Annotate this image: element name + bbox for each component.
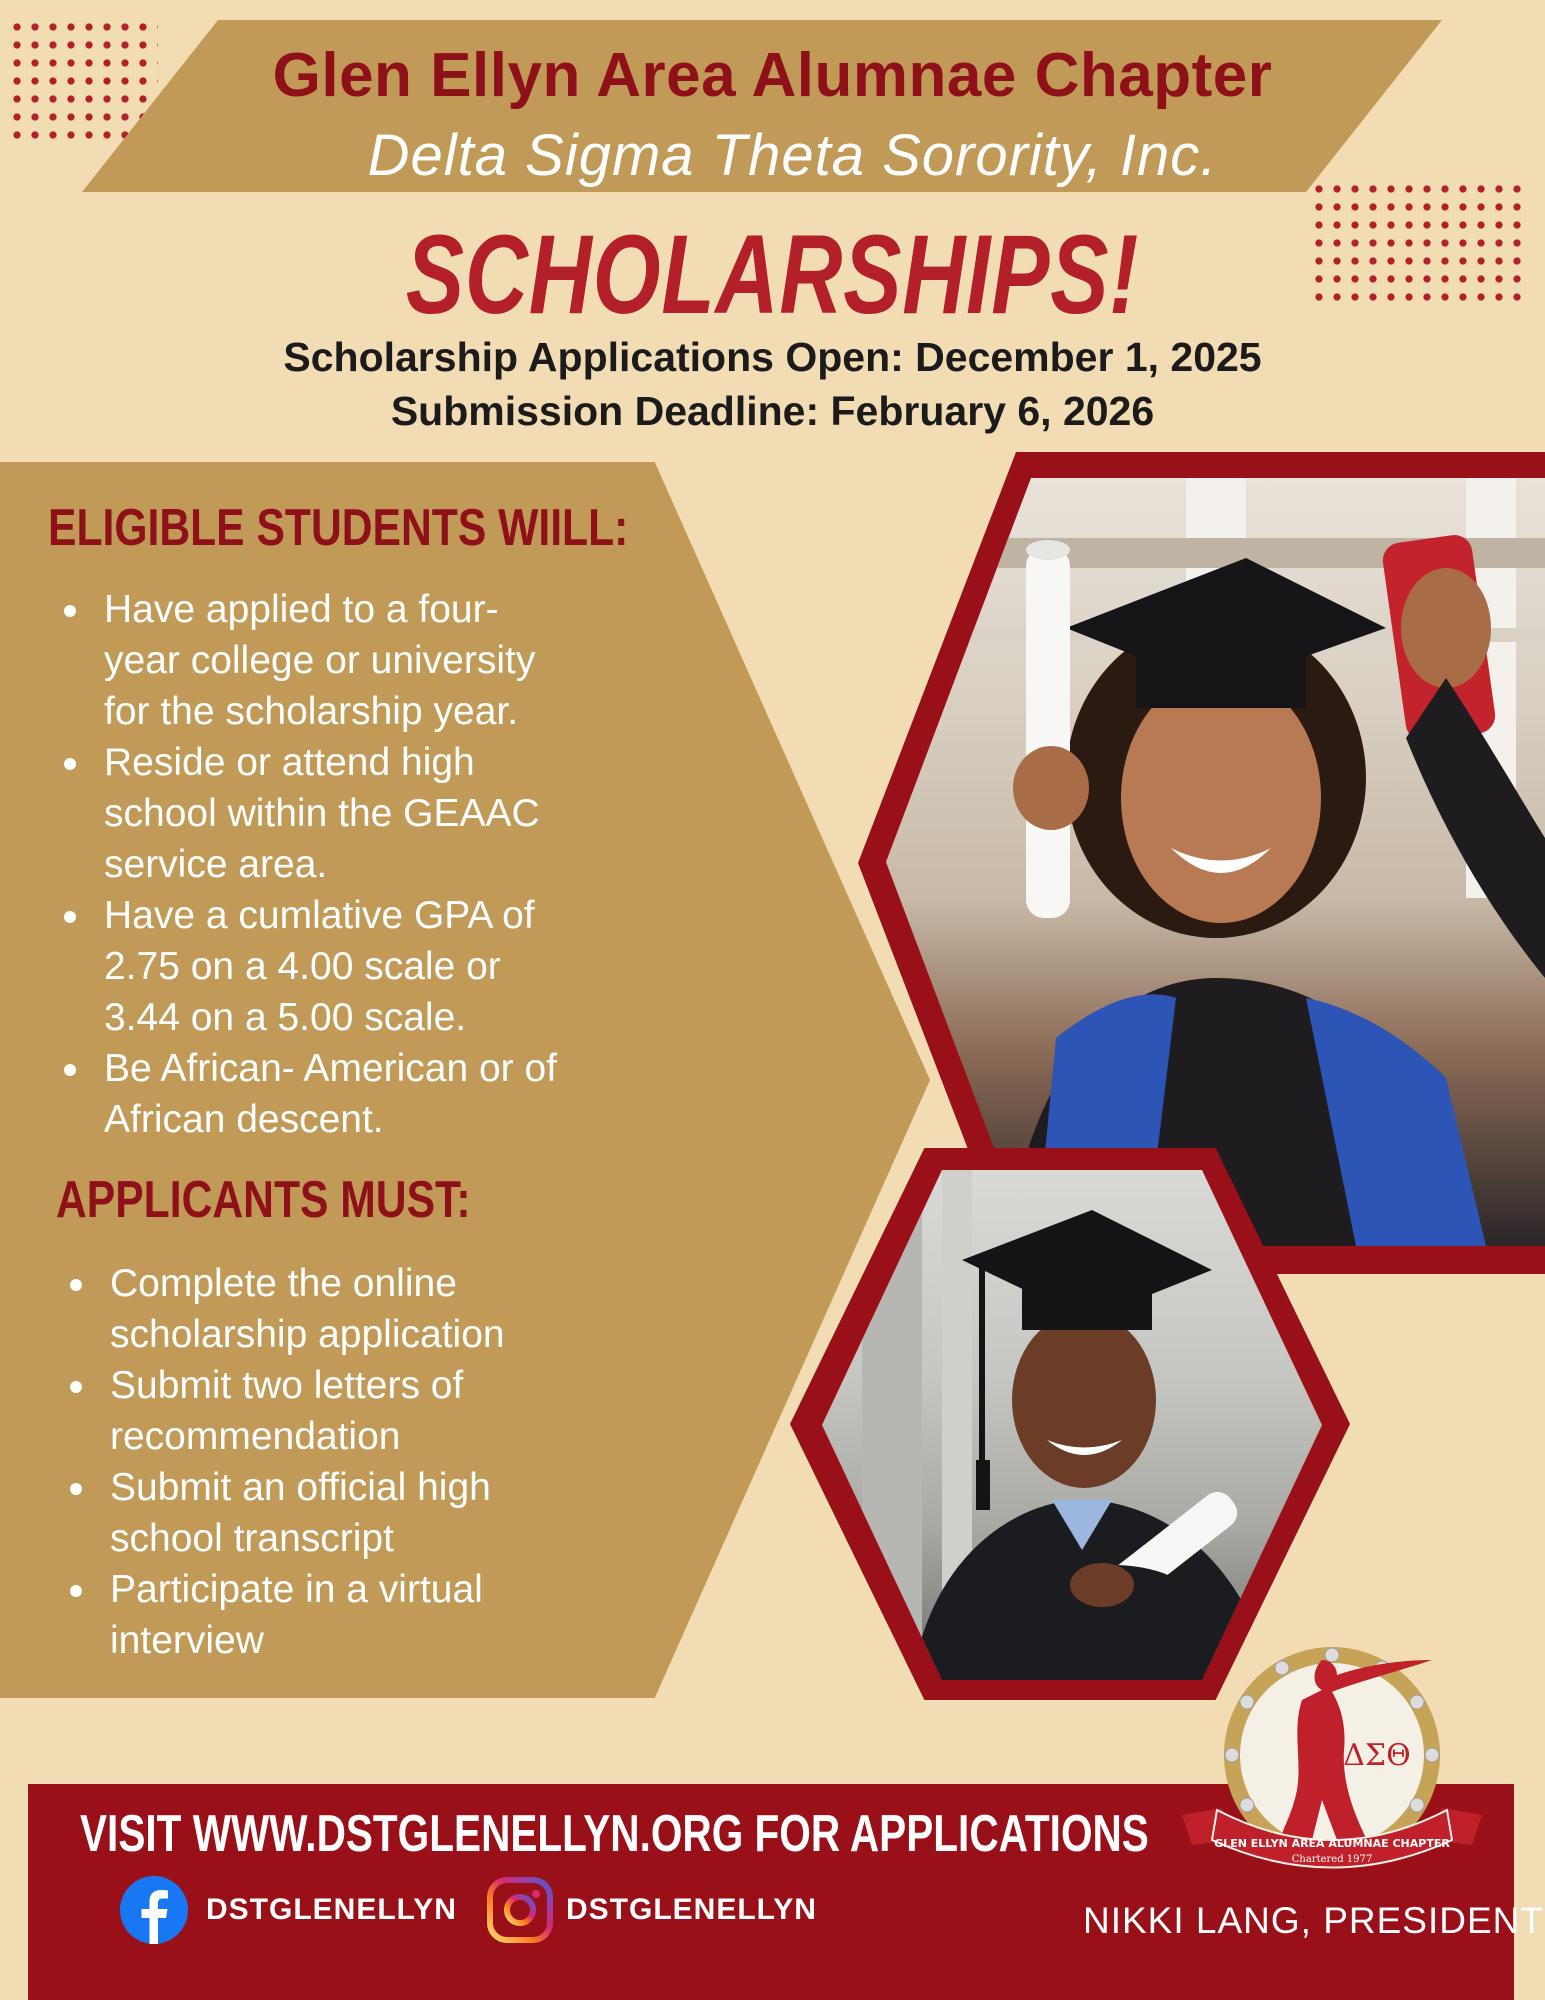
eligibility-heading: ELIGIBLE STUDENTS WIILL:	[48, 499, 629, 557]
instagram-icon[interactable]	[486, 1876, 554, 1944]
president-name: NIKKI LANG, PRESIDENT	[1083, 1900, 1544, 1941]
list-item: Submit two letters of recommendation	[54, 1360, 654, 1462]
sorority-name: Delta Sigma Theta Sorority, Inc.	[367, 123, 1218, 188]
facebook-handle[interactable]: DSTGLENELLYN	[206, 1893, 457, 1926]
list-item: Complete the online scholarship application	[54, 1258, 654, 1360]
website-callout: VISIT WWW.DSTGLENELLYN.ORG FOR APPLICATIONS	[80, 1805, 1149, 1863]
submission-deadline: Submission Deadline: February 6, 2026	[390, 388, 1155, 434]
instagram-handle[interactable]: DSTGLENELLYN	[566, 1893, 817, 1926]
list-item: Be African- American or of African descent.	[48, 1043, 648, 1145]
svg-text:GLEN ELLYN AREA ALUMNAE CHAPTE: GLEN ELLYN AREA ALUMNAE CHAPTER	[1214, 1837, 1450, 1850]
scholarships-headline: SCHOLARSHIPS!	[405, 212, 1140, 337]
facebook-icon[interactable]	[120, 1876, 188, 1944]
list-item: Submit an official high school transcript	[54, 1462, 654, 1564]
chapter-emblem	[1162, 1640, 1502, 1880]
eligibility-list	[48, 584, 648, 1145]
requirements-list	[54, 1258, 654, 1666]
svg-text:ΔΣΘ: ΔΣΘ	[1343, 1738, 1411, 1773]
list-item: Have applied to a four- year college or university for the scholarship year.	[48, 584, 648, 737]
applications-open-date: Scholarship Applications Open: December 1, 2025	[283, 334, 1262, 380]
list-item: Reside or attend high school within the GEAAC service area.	[48, 737, 648, 890]
chapter-title: Glen Ellyn Area Alumnae Chapter	[272, 41, 1273, 110]
requirements-heading: APPLICANTS MUST:	[56, 1171, 471, 1229]
list-item: Participate in a virtual interview	[54, 1564, 654, 1666]
list-item: Have a cumlative GPA of 2.75 on a 4.00 scale or 3.44 on a 5.00 scale.	[48, 890, 648, 1043]
emblem-illustration	[1162, 1640, 1502, 1880]
svg-text:Chartered 1977: Chartered 1977	[1291, 1854, 1373, 1865]
